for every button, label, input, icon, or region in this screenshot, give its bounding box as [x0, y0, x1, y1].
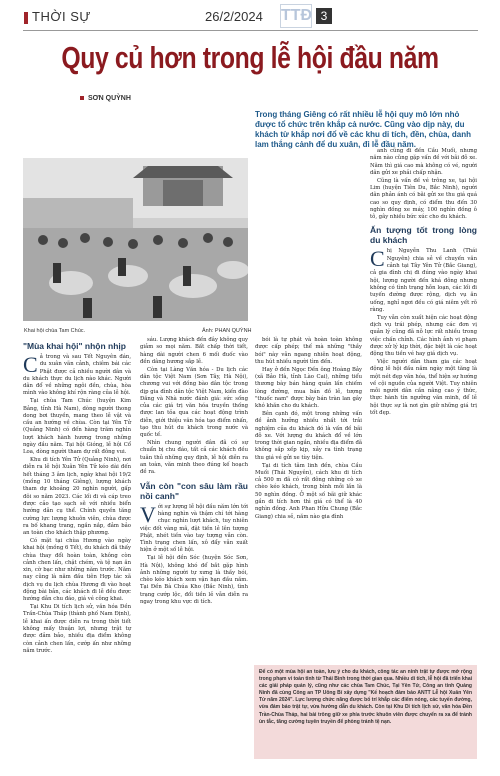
photo-credit: Ảnh: PHAN QUỲNH: [202, 328, 252, 334]
photo-caption: Khai hội chùa Tam Chúc.: [24, 328, 86, 334]
paragraph: Việc người dân tham gia các hoạt động lễ hội đầu năm ngày một tăng là một nét đẹp văn hóa, thể hiện sự hướng về cội nguồn của người Việt. Tuy nhiên mỗi người dân cần nâng cao ý thức, thực hành tín ngưỡng văn minh, để lễ hội thực sự là nơi gìn giữ những giá trị tốt đẹp.: [370, 358, 477, 416]
issue-date: 26/2/2024: [205, 9, 263, 24]
header-rule: [23, 30, 478, 31]
column-4: [370, 148, 477, 418]
boxed-note-text: Để có một mùa hội an toàn, lưu ý cho du khách, công tác an ninh trật tự được mở rộng trong phạm vi toàn tỉnh từ Thái Bình trong thời gian qua. Nhiều di tích, lễ hội đã triển khai các giải pháp quản lý, cũng như các chùa Tam Chúc, Tại Yên Tử, Công an tỉnh Quảng Ninh đã cùng Công an TP Uông Bí xây dựng "Kế hoạch đảm bảo ANTT Lễ hội Xuân Yên Tử năm 2024". Lực lượng chức năng được bố trí khắp các điểm nóng, các tuyến đường, vừa đảm bảo trật tự, vừa hướng dẫn du khách. Còn tại Khu Di tích lịch sử, văn hóa Đền Trần-Chùa Tháp, hai bài trông giữ xe phía trước khuôn viên được chuyển ra xa để tránh ùn tắc, tăng cường tuyên truyền để phòng tránh tệ nạn.: [259, 669, 473, 725]
drop-cap: C: [370, 246, 385, 272]
section-heading: Ấn tượng tốt trong lòng du khách: [370, 225, 477, 246]
paragraph: Tuy vẫn còn xuất hiện các hoạt động dịch vụ trái phép, nhưng các đơn vị quản lý cũng đã nỗ lực rất nhiều trong việc chấn chỉnh. Các hình ảnh vi phạm được xử lý kịp thời, đặc biệt là các hoạt động thu tiền vé hay giá dịch vụ.: [370, 314, 477, 358]
column-2: [140, 337, 248, 607]
paragraph: Bên cạnh đó, một trong những vấn đề ảnh hưởng nhiều nhất tới trải nghiệm của du khách đó là vấn đề bãi đỗ xe. Với lượng du khách đổ về lớn trong thời gian ngắn, nhiều địa điểm đã không sắp xếp kịp, xảy ra tình trạng thu giá vé gửi xe tùy tiện.: [255, 410, 362, 461]
paragraph: Tại di tích tâm linh đền, chùa Cầu Muối (Thái Nguyên), cách khu di tích cả 500 m đã có rất đông những cò xe chèo kéo khách, trong bình mỗi lần là 50 nghìn đồng. Ở một số bãi giữ khác gần di tích hơn thì giá có thể là 40 nghìn đồng. Anh Phan Hữu Chung (Bắc Giang) chia sẻ, năm nào gia đình: [255, 462, 362, 520]
paragraph: Nhìn chung người dân đã có sự chuẩn bị chu đáo, tất cả các khách đều tuân thủ những quy định, lễ hội diễn ra an toàn, văn minh theo đúng kế hoạch đề ra.: [140, 440, 248, 476]
paragraph: Hay ở đền Ngọc Đền ông Hoàng Bảy (xã Bảo Hà, tỉnh Lào Cai), những tiểu thương bày bán hàng quán lấn chiếm lòng đường, mua bán đồ lễ, tượng "thuốc nam" được bày bán tràn lan gây khó khăn cho du khách.: [255, 366, 362, 410]
drop-cap: V: [140, 501, 156, 527]
paragraph: Tại Khu Di tích lịch sử, văn hóa Đền Trần-Chùa Tháp (thành phố Nam Định), lễ khai ấn được diễn ra trong thời tiết không mấy thuận lợi, nhưng trật tự được đảm bảo, nhiều địa điểm không còn cảnh chen lấn, cướp ấn như những năm trước.: [23, 604, 131, 654]
boxed-note: [254, 665, 477, 759]
paragraph: sáu. Lượng khách đến đây không quy giảm so mọi năm. Bất chấp thời tiết, hàng dài người chen 6 mối đuốc vào đền dâng hương sắp lễ.: [140, 337, 248, 365]
paragraph: hị Nguyễn Thu Lanh (Thái Nguyên) chia sẻ về chuyến văn cảnh tại Tây Yên Tử (Bắc Giang), cả gia đình chị đi đúng vào ngày khai hội, lượng người đến khá đông nhưng không có tình trạng hỗn loạn, các lối đi tuyến đường được rộng, dịch vụ ăn uống, nghỉ ngơi đều có giá niêm yết rõ ràng.: [370, 248, 477, 313]
paragraph: anh cũng đi đền Cầu Muối, nhưng năm nào cũng gặp vấn đề với bãi đỗ xe. Năm thì giá cao mà không có vé, người dân gửi xe phải chấp nhận.: [370, 148, 477, 176]
section-heading: Vẫn còn "con sâu làm rầu nồi canh": [140, 480, 248, 501]
paragraph: Tại chùa Tam Chúc (huyện Kim Bảng, tỉnh Hà Nam), dòng người thong dong bơi thuyền, mang theo lễ vật và cầu an hướng về chùa. Còn tại Yên Tử (Quảng Ninh) có đến hàng trăm nghìn lượt khách hành hương trong những ngày đầu năm. Tại hội Gióng, lễ hội Cổ Loa, dòng người tham dự rất đông vui.: [23, 398, 131, 456]
paragraph: Khu di tích Yên Tử (Quảng Ninh), nơi diễn ra lễ hội Xuân Yên Tử kéo dài đến hết tháng 3 âm lịch, ngày khai hội 19/2 (mồng 10 tháng Giêng), lượng khách tham dự khoảng 20 nghìn người, gấp đôi so năm 2023. Các lối đi và cáp treo được cảo tạo sạch sẽ với nhiều biển hướng dẫn cụ thể. Chính quyền tăng cường lực lượng khuôn viên, chùa được ra bố khang trang, ngắn nắp, đảm bảo an toàn cho khách thập phương.: [23, 457, 131, 537]
drop-cap: C: [23, 352, 38, 377]
section-heading: "Mùa khai hội" nhộn nhịp: [23, 341, 126, 351]
paragraph: ả trong và sau Tết Nguyên đán, du xuân vãn cảnh, chiêm bái các Phật được cả nhiều người dân và du khách thực du lịch nào khác. Người dân đổ về những ngôi đền, chùa, hòa mình vào không khí rộn ràng của lễ hội.: [23, 354, 131, 397]
paragraph: Có mặt tại chùa Hương vào ngày khai hội (mồng 6 Tết), du khách đã thấy chùa thay đổi hoàn toàn, không còn cảnh chen lấn, chặt chém, và tệ nạn ăn xin, cờ bạc như những năm trước. Năm nay cũng là năm đầu tiên Hợp tác xã dịch vụ du lịch chùa Hương đi vào hoạt động bài bản, các khách đi lễ đều được hướng dẫn chu đáo, giá vé công khai.: [23, 537, 131, 603]
section-label: THỜI SỰ: [32, 9, 91, 24]
article-lead: Trong tháng Giêng có rất nhiều lễ hội quy mô lớn nhỏ được tổ chức trên khắp cả nước. Cũng vào dịp này, du khách từ khắp nơi đổ về các khu di tích, đền, chùa, danh lam thắng cảnh để du xuân, đi lễ đầu năm.: [255, 110, 471, 149]
section-marker: [24, 12, 28, 24]
festival-photo: [23, 158, 248, 321]
newspaper-logo: TTĐ: [280, 4, 312, 28]
paragraph: bói là tự phát và hoàn toàn không được cấp phép; thế mà những "thầy bói" này vẫn ngang nhiên hoạt động, thu hút nhiều người tìm đến.: [255, 337, 362, 365]
paragraph: Cũng là vấn đề vé trông xe, tại hội Lim (huyện Tiên Du, Bắc Ninh), người dân phản ánh có bãi gửi xe thu giá quá cao so quy định, có điểm thu đến 30 nghìn đồng xe máy, 100 nghìn đồng ô tô, gây nhiều bức xúc cho du khách.: [370, 177, 477, 221]
paragraph: ới sự lượng lễ hội đầu năm lớn tới hàng nghìn và thậm chí tới hàng chục nghìn lượt khách, tuy nhiên việc đốt vàng mã, đặt tiền lẻ lên tượng Phật, nhét tiền vào tay tượng vẫn còn. Tình trạng chen lấn, xô đẩy vẫn xuất hiện ở một số lễ hội.: [140, 503, 248, 554]
page-header: [0, 0, 500, 40]
column-1: [23, 337, 131, 656]
column-3: [255, 337, 362, 521]
paragraph: Tại lễ hội đền Sóc (huyện Sóc Sơn, Hà Nội), không khó để bắt gặp hình ảnh những người tự xưng là thầy bói, chèo kéo khách xem vận hạn đầu năm. Tại Đền Bà Chúa Kho (Bắc Ninh), tình trạng cướp lộc, đổi tiền lẻ vẫn diễn ra ngay trong khu vực di tích.: [140, 555, 248, 605]
article-title: Quy củ hơn trong lễ hội đầu năm: [61, 40, 439, 75]
author-byline: SƠN QUỲNH: [80, 95, 131, 102]
paragraph: Còn tại Làng Văn hóa - Du lịch các dân tộc Việt Nam (Sơn Tây, Hà Nội), chương vui với đồng bào dân tộc trong dịp gia đình dân tộc Việt Nam, kiến đào Đăng và Nhà nước đánh giá: sức sống của các giá trị văn hóa truyền thống được lan tỏa qua các hoạt động trình diễn, giới thiệu văn hóa tạo điểm nhấn, tạo thu hút du khách trong nước và quốc tế.: [140, 366, 248, 439]
page-number: 3: [316, 8, 332, 24]
